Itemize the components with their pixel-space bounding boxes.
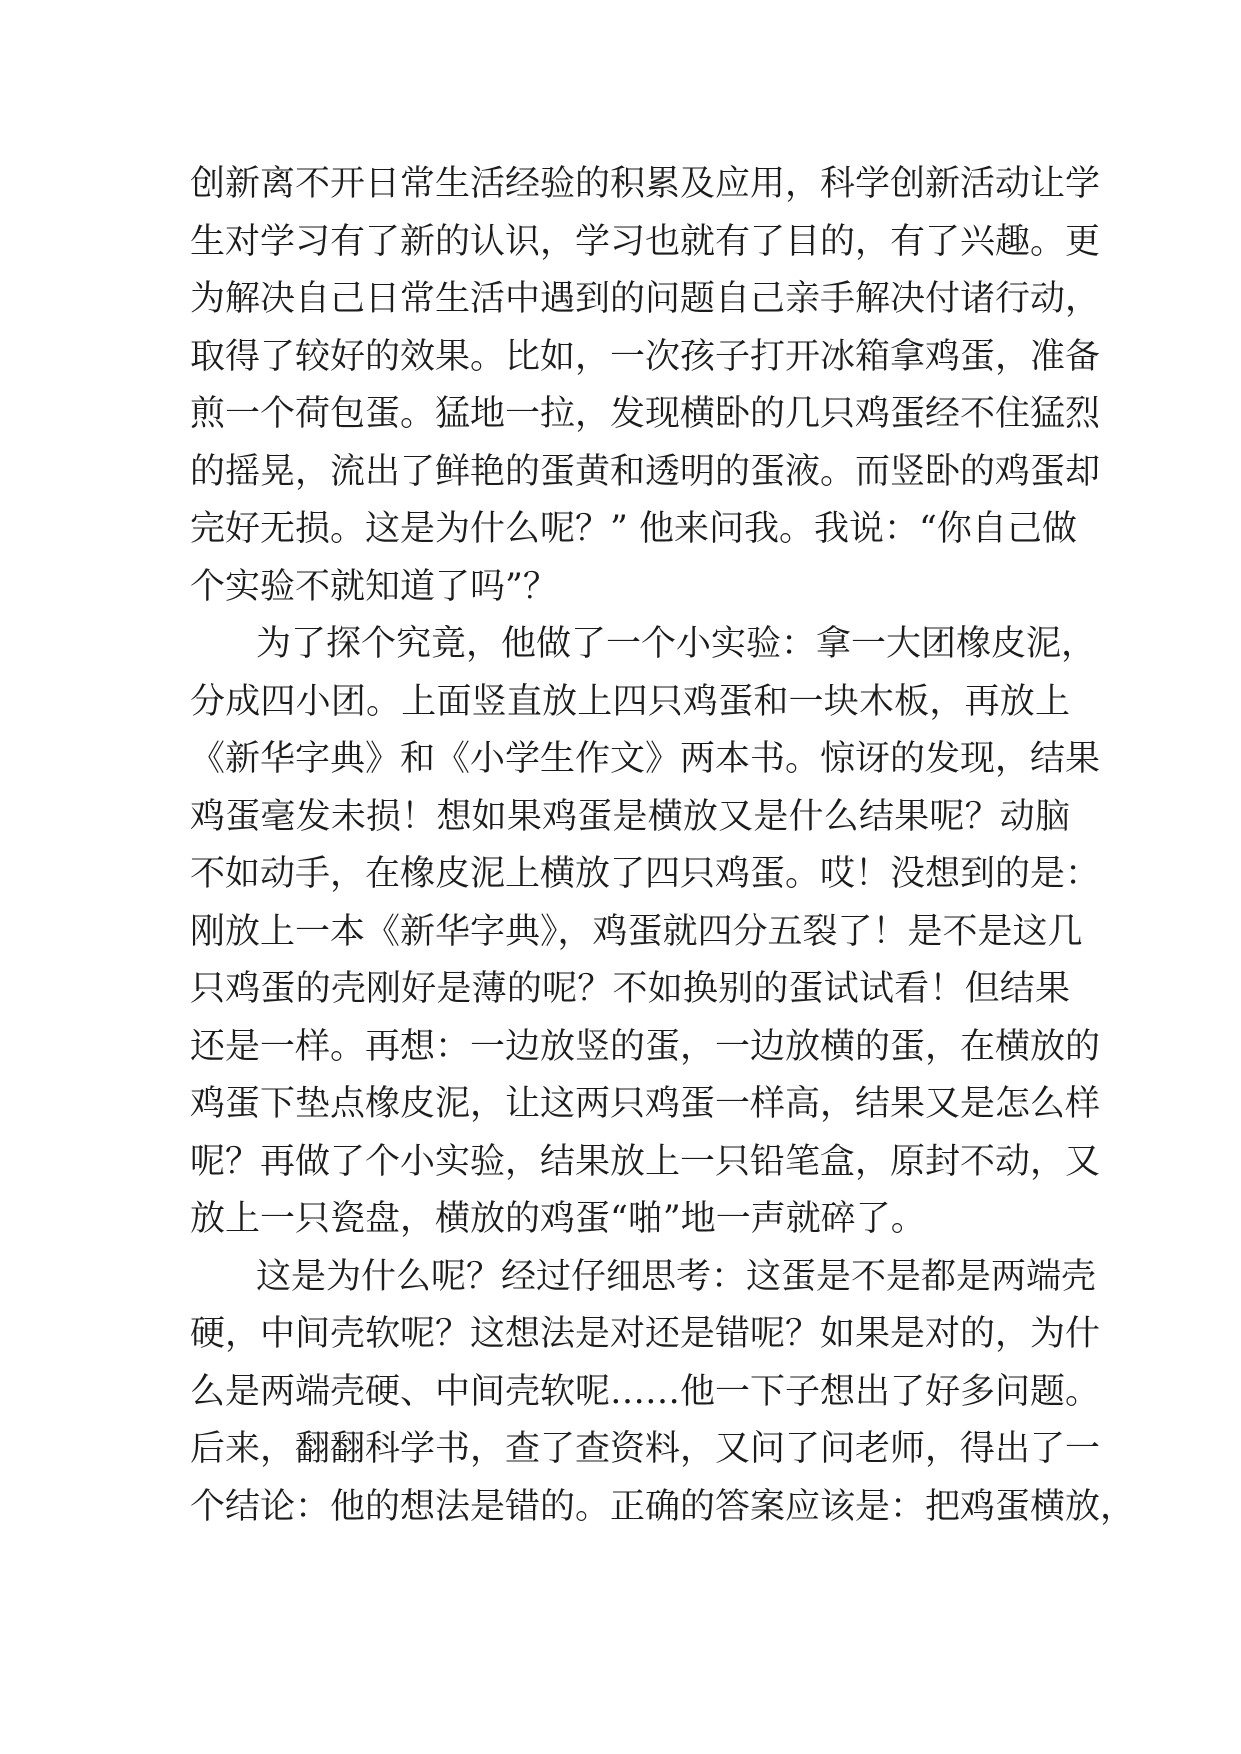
- text-line: 个结论：他的想法是错的。正确的答案应该是：把鸡蛋横放，: [190, 1486, 1136, 1527]
- text-line: 完好无损。这是为什么呢？” 他来问我。我说：“你自己做: [190, 509, 1077, 549]
- text-line: 么是两端壳硬、中间壳软呢……他一下子想出了好多问题。: [190, 1371, 1101, 1412]
- text-line: 的摇晃，流出了鲜艳的蛋黄和透明的蛋液。而竖卧的鸡蛋却: [190, 451, 1101, 492]
- text-line: 还是一样。再想：一边放竖的蛋，一边放横的蛋，在横放的: [190, 1026, 1101, 1067]
- text-line: 硬，中间壳软呢？这想法是对还是错呢？如果是对的，为什: [190, 1314, 1101, 1354]
- text-line: 生对学习有了新的认识，学习也就有了目的，有了兴趣。更: [190, 221, 1101, 262]
- text-line: 呢？再做了个小实验，结果放上一只铅笔盒，原封不动，又: [190, 1141, 1101, 1182]
- text-line: 刚放上一本《新华字典》，鸡蛋就四分五裂了！是不是这几: [190, 911, 1083, 952]
- text-line: 创新离不开日常生活经验的积累及应用，科学创新活动让学: [190, 164, 1101, 204]
- document-body: [190, 156, 1136, 1536]
- text-line: 分成四小团。上面竖直放上四只鸡蛋和一块木板，再放上: [190, 681, 1070, 722]
- text-line: 只鸡蛋的壳刚好是薄的呢？不如换别的蛋试试看！但结果: [190, 969, 1070, 1009]
- text-line: 为解决自己日常生活中遇到的问题自己亲手解决付诸行动，: [190, 279, 1101, 319]
- text-line: 不如动手，在橡皮泥上横放了四只鸡蛋。哎！没想到的是：: [190, 854, 1101, 894]
- text-line: 为了探个究竟，他做了一个小实验：拿一大团橡皮泥，: [256, 624, 1097, 664]
- text-line: 《新华字典》和《小学生作文》两本书。惊讶的发现，结果: [190, 739, 1101, 779]
- text-line: 鸡蛋毫发未损！想如果鸡蛋是横放又是什么结果呢？动脑: [190, 796, 1070, 837]
- text-line: 这是为什么呢？经过仔细思考：这蛋是不是都是两端壳: [256, 1256, 1097, 1297]
- text-line: 放上一只瓷盘，横放的鸡蛋“啪”地一声就碎了。: [190, 1199, 926, 1239]
- text-line: 煎一个荷包蛋。猛地一拉，发现横卧的几只鸡蛋经不住猛烈: [190, 394, 1101, 434]
- text-line: 后来，翻翻科学书，查了查资料，又问了问老师，得出了一: [190, 1429, 1101, 1469]
- text-line: 鸡蛋下垫点橡皮泥，让这两只鸡蛋一样高，结果又是怎么样: [190, 1084, 1101, 1124]
- text-line: 个实验不就知道了吗”？: [190, 566, 558, 607]
- text-line: 取得了较好的效果。比如，一次孩子打开冰箱拿鸡蛋，准备: [190, 336, 1101, 377]
